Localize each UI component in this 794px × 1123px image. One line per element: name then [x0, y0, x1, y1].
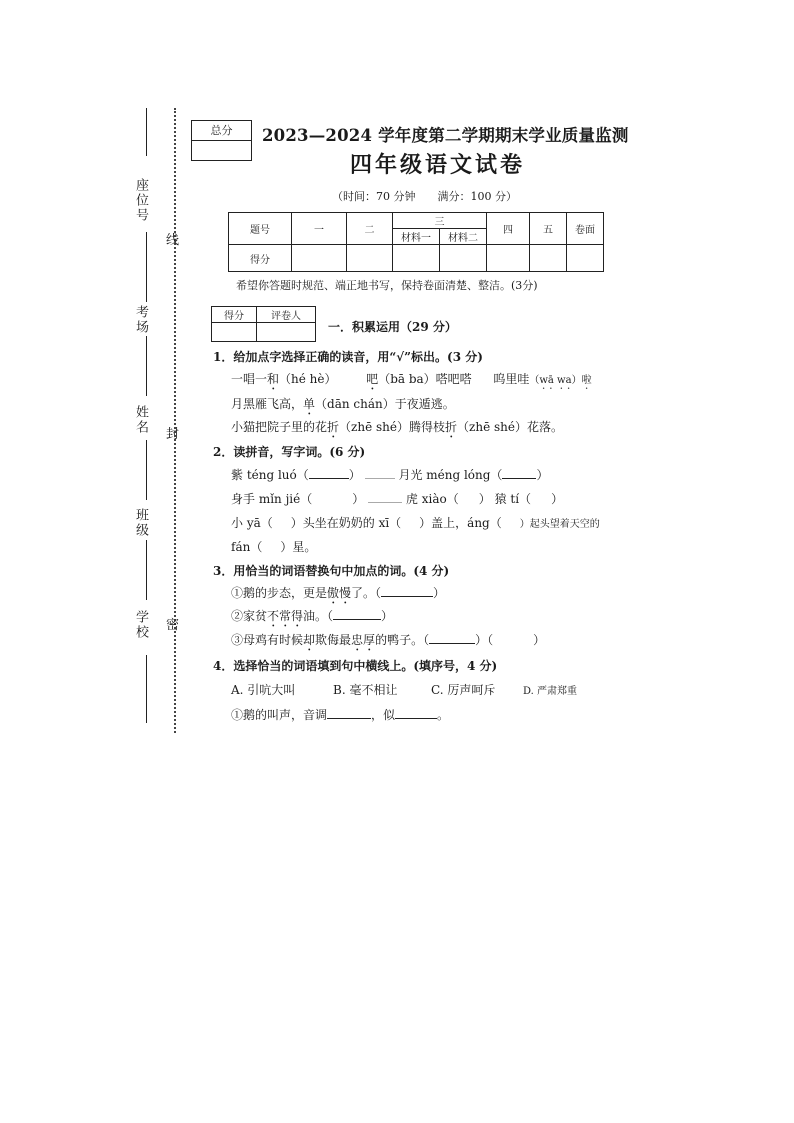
q2-text: ）起头望着天空的 — [519, 519, 600, 530]
exam-subtitle: 四年级语文试卷 — [350, 152, 526, 178]
col-header-4: 四 — [487, 213, 530, 245]
q3-answer-blank[interactable] — [381, 596, 433, 597]
col-header-6: 卷面 — [567, 213, 604, 245]
exam-title: 2023—2024 学年度第二学期期末学业质量监测 — [262, 126, 629, 145]
q2-gap — [368, 502, 402, 503]
binding-line — [146, 108, 147, 156]
q3-text: 了。（ — [351, 586, 382, 600]
q3-text: 的鸭子。（ — [375, 633, 430, 647]
q3-dotted-word: 傲慢 — [327, 586, 352, 600]
q2-text: 月光 méng lóng（ — [398, 468, 503, 482]
q1-text: 一唱一 — [231, 372, 268, 386]
total-score-label: 总分 — [210, 124, 233, 137]
sub-col-2: 材料二 — [440, 229, 487, 245]
q3-answer-blank[interactable] — [333, 619, 381, 620]
total-score-box — [191, 120, 252, 161]
grader-score-cell[interactable] — [212, 323, 257, 342]
col-header-3: 三 — [393, 213, 487, 229]
q3-answer-blank[interactable] — [429, 643, 475, 644]
q4-options — [231, 681, 577, 698]
q3-text: ） — [533, 633, 546, 647]
q2-head: 2．读拼音，写字词。(6 分) — [213, 445, 366, 459]
row-header: 题号 — [229, 213, 292, 245]
q2-text: ） — [352, 492, 365, 506]
sub-col-1: 材料一 — [393, 229, 440, 245]
q1-line-2 — [231, 395, 455, 418]
score-table — [228, 212, 604, 272]
q3-line-1 — [231, 584, 445, 607]
score-cell[interactable] — [393, 245, 440, 272]
q2-text: ） — [478, 492, 491, 506]
q1-option[interactable]: （wā wa）啦 — [529, 375, 592, 386]
score-cell[interactable] — [567, 245, 604, 272]
q3-line-2 — [231, 607, 393, 630]
q4-answer-blank[interactable] — [327, 718, 371, 719]
q2-text: 身手 mǐn jié（ — [231, 492, 313, 506]
q3-text: ） — [381, 609, 394, 623]
q2-text: 虎 xiào（ — [405, 492, 459, 506]
q2-answer-blank[interactable] — [502, 478, 536, 479]
seal-char-seal: 封 — [166, 427, 180, 442]
q2-text: ）头坐在奶奶的 xī（ — [290, 516, 402, 530]
seal-char-line: 线 — [166, 233, 180, 248]
q4-head: 4．选择恰当的词语填到句中横线上。(填序号，4 分) — [213, 659, 498, 673]
seat-number-label: 座位号 — [133, 178, 148, 223]
q1-text: 呜里哇 — [493, 372, 530, 386]
q3-text: ②家贫 — [231, 609, 268, 623]
q2-line-1 — [231, 466, 548, 483]
q3-line-3 — [231, 631, 545, 654]
binding-line — [146, 655, 147, 723]
total-score-value[interactable] — [192, 140, 251, 160]
q1-text: 月黑雁飞高， — [231, 397, 304, 411]
q2-gap — [365, 478, 395, 479]
grader-box — [211, 306, 316, 342]
seal-char-secret: 密 — [166, 618, 180, 633]
seal-dotted-line — [174, 108, 176, 733]
q3-dotted-word: 却 — [303, 633, 316, 647]
grader-name-cell[interactable] — [257, 323, 316, 342]
q2-text: ） — [536, 468, 549, 482]
q2-text: 紫 téng luó（ — [231, 468, 309, 482]
score-row-label: 得分 — [229, 245, 292, 272]
q1-line-1 — [231, 370, 592, 393]
score-cell[interactable] — [292, 245, 347, 272]
q4-option-a[interactable]: A. 引吭大叫 — [231, 683, 296, 697]
q2-text: ） — [348, 468, 361, 482]
col-header-5: 五 — [530, 213, 567, 245]
q1-text: 小猫把院子里的花 — [231, 420, 328, 434]
binding-line — [146, 540, 147, 600]
col-header-1: 一 — [292, 213, 347, 245]
q3-text: ） — [433, 586, 446, 600]
q1-dotted-char: 单 — [303, 397, 316, 411]
class-label: 班级 — [133, 508, 148, 538]
q1-head: 1．给加点字选择正确的读音，用“√”标出。(3 分) — [213, 350, 483, 364]
q1-option[interactable]: （bā ba）嗒吧嗒 — [378, 372, 472, 386]
grader-name-label: 评卷人 — [257, 307, 316, 323]
binding-line — [146, 440, 147, 500]
q3-text: 欺侮最 — [315, 633, 352, 647]
q3-dotted-word: 忠厚 — [351, 633, 376, 647]
q3-text: ①鹅的步态，更是 — [231, 586, 328, 600]
q2-line-2 — [231, 490, 563, 507]
score-cell[interactable] — [530, 245, 567, 272]
score-cell[interactable] — [347, 245, 393, 272]
q1-dotted-char: 和 — [267, 372, 280, 386]
q3-text: ③母鸡有时候 — [231, 633, 304, 647]
q2-text: ） — [551, 492, 564, 506]
q2-answer-blank[interactable] — [309, 478, 349, 479]
q2-text: ）盖上，áng（ — [419, 516, 502, 530]
q1-option[interactable]: （dān chán）于夜遁逃。 — [315, 397, 455, 411]
q3-head: 3．用恰当的词语替换句中加点的词。(4 分) — [213, 564, 450, 578]
q3-dotted-word: 不常得 — [267, 609, 304, 623]
score-cell[interactable] — [487, 245, 530, 272]
time-info: （时间：70 分钟 满分：100 分） — [332, 190, 517, 203]
writing-note: 希望你答题时规范、端正地书写，保持卷面清楚、整洁。(3分) — [236, 279, 538, 292]
q1-dotted-char: 折 — [327, 420, 340, 434]
q2-text: 小 yā（ — [231, 516, 273, 530]
q1-option[interactable]: （zhē shé）腾得枝 — [339, 420, 445, 434]
school-label: 学校 — [133, 610, 148, 640]
q4-option-c[interactable]: C. 厉声呵斥 — [431, 683, 496, 697]
q1-dotted-char: 折 — [445, 420, 458, 434]
grader-score-label: 得分 — [212, 307, 257, 323]
binding-line — [146, 336, 147, 396]
exam-room-label: 考场 — [133, 305, 148, 335]
q2-line-4 — [231, 538, 316, 555]
q1-dotted-char: 吧 — [366, 372, 379, 386]
q3-text: ）（ — [475, 633, 494, 647]
q2-text: ）星。 — [280, 540, 317, 554]
q2-line-3 — [231, 514, 600, 531]
q4-text: 。 — [437, 708, 450, 722]
col-header-2: 二 — [347, 213, 393, 245]
q4-answer-blank[interactable] — [395, 718, 437, 719]
q2-text: fán（ — [231, 540, 263, 554]
q4-text: ①鹅的叫声，音调 — [231, 708, 328, 722]
q2-text: 猿 tí（ — [494, 492, 532, 506]
q1-option[interactable]: （hé hè） — [279, 372, 337, 386]
name-label: 姓名 — [133, 405, 148, 435]
score-cell[interactable] — [440, 245, 487, 272]
section-1-title: 一．积累运用（29 分） — [328, 320, 457, 334]
binding-line — [146, 232, 147, 302]
q4-option-b[interactable]: B. 毫不相让 — [333, 683, 398, 697]
q4-line-1 — [231, 706, 449, 723]
q4-option-d[interactable]: D. 严肃郑重 — [523, 686, 578, 697]
q1-line-3 — [231, 418, 563, 441]
q1-option[interactable]: （zhē shé）花落。 — [457, 420, 563, 434]
q3-text: 油。（ — [303, 609, 334, 623]
q4-text: ，似 — [371, 708, 396, 722]
